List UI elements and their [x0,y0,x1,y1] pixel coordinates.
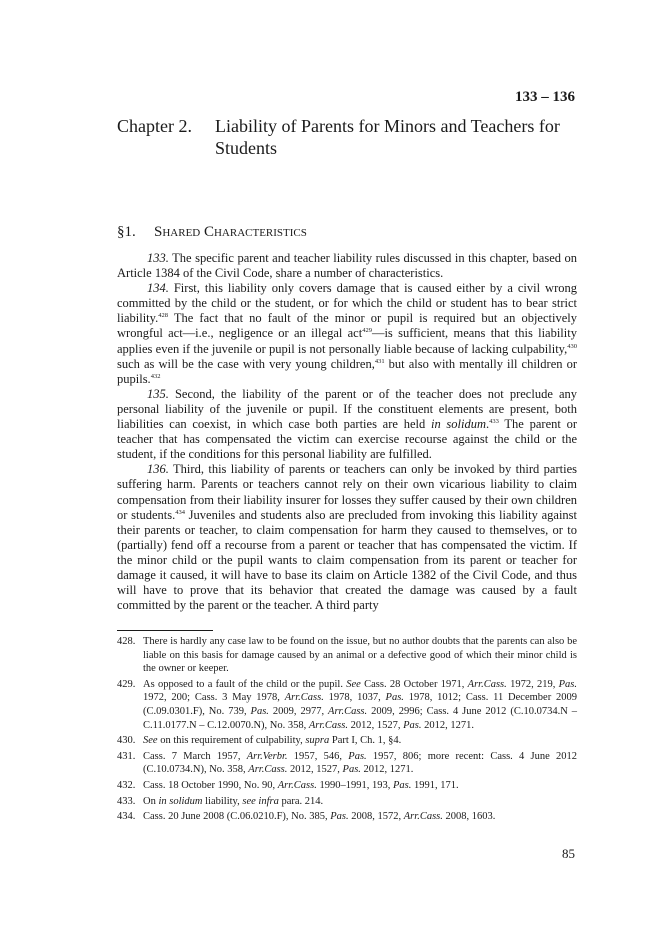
paragraph-133 [117,251,577,281]
footnote-number: 433. [117,795,136,807]
footnote-431 [117,750,577,777]
footnote-ref-433[interactable]: 433 [489,417,499,425]
footnote-ref-434[interactable]: 434 [175,508,185,516]
footnote-428 [117,635,577,676]
footnote-number: 434. [117,811,136,823]
paragraph-text: but also with mentally ill children or pupils. [117,356,577,386]
footnote-text: See on this requirement of culpability, supra Part I, Ch. 1, §4. [143,735,402,747]
footnote-text: Cass. 20 June 2008 (C.06.0210.F), No. 385, Pas. 2008, 1572, Arr.Cass. 2008, 1603. [143,811,496,823]
paragraph-number: 136. [147,462,169,477]
footnote-text: On in solidum liability, see infra para. 214. [143,795,324,807]
paragraph-text: The specific parent and teacher liability rules discussed in this chapter, based on Article 1384 of the Civil Code, share a number of characteristics. [117,251,578,281]
footnote-text: There is hardly any case law to be found on the issue, but no author doubts that the parents can also be liable on this basis for damage caused by an animal or a defective good of which their minor child is the owner or keeper. [143,636,577,675]
footnote-number: 432. [117,779,136,791]
footnote-429 [117,678,577,732]
paragraph-number: 134. [147,281,169,296]
footnote-text: Cass. 7 March 1957, Arr.Verbr. 1957, 546, Pas. 1957, 806; more recent: Cass. 4 June 2012 (C.10.0734.N), No. 358, Arr.Cass. 2012, 1527, Pas. 2012, 1271. [143,750,578,776]
footnote-432 [117,779,577,793]
footnotes [117,635,577,826]
italic-term: in solidum [430,417,487,432]
footnote-ref-428[interactable]: 428 [158,312,168,320]
footnote-separator [117,630,213,631]
paragraph-text: such as will be the case with very young children, [117,356,375,371]
chapter-number: Chapter 2. [117,116,192,136]
paragraph-134 [117,281,577,387]
footnote-number: 429. [117,678,136,690]
footnote-ref-429[interactable]: 429 [362,327,372,335]
footnote-434 [117,810,577,824]
footnote-number: 431. [117,750,136,762]
section-title: Shared Characteristics [154,224,307,240]
running-header-paragraph-range: 133 – 136 [515,89,575,105]
footnote-ref-431[interactable]: 431 [374,357,385,365]
paragraph-text: Third, this liability of parents or teachers can only be invoked by third parties suffering harm. Parents or teachers cannot rely on their own vicarious liability to claim compensation from their liability insurer for losses they suffer caused by their own children or students. [117,462,577,522]
page-number: 85 [562,846,575,861]
paragraph-text: . [486,417,490,432]
section-number: §1. [117,224,136,240]
paragraph-135 [117,387,577,462]
section-heading [117,224,307,241]
paragraph-text: The fact that no fault of the minor or pupil is required but an objectively wrongful act—i.e., negligence or an illegal act [117,311,577,341]
footnote-number: 430. [117,735,136,747]
paragraph-text: Juveniles and students also are precluded from invoking this liability against their parents or teacher, to claim compensation for harm they caused to themselves, or to (partially) fend off a recourse from a parent or teacher that has compensated the victim. If the minor child or the pupil wants to claim compensation from its parent or teacher for damage it caused, it will have to base its claim on Article 1382 of the Civil Code, and thus will have to prove that its behavior that created the damage was caused by a fault committed by the parent or the teacher. A third party [117,507,578,613]
paragraph-text: —is sufficient, means that this liability applies even if the juvenile or pupil is not personally liable because of lacking culpability, [117,326,577,356]
paragraph-text: The parent or teacher that has compensated the victim can exercise recourse against the child or the student, if the conditions for this personal liability are fulfilled. [117,417,577,462]
chapter-heading [117,115,577,159]
footnote-text: As opposed to a fault of the child or the pupil. See Cass. 28 October 1971, Arr.Cass. 1972, 219, Pas. 1972, 200; Cass. 3 May 1978, Arr.Cass. 1978, 1037, Pas. 1978, 1012; Cass. 11 December 2009 (C.09.0301.F), No. 739, Pas. 2009, 2977, Arr.Cass. 2009, 2996; Cass. 4 June 2012 (C.10.0734.N – C.11.0177.N – C.12.0070.N), No. 358, Arr.Cass. 2012, 1527, Pas. 2012, 1271. [143,678,578,731]
paragraph-136 [117,462,577,613]
footnote-ref-432[interactable]: 432 [150,372,161,380]
footnote-text: Cass. 18 October 1990, No. 90, Arr.Cass. 1990–1991, 193, Pas. 1991, 171. [143,779,459,791]
footnote-ref-430[interactable]: 430 [567,342,577,350]
paragraph-text: Second, the liability of the parent or of the teacher does not preclude any personal liability of the juvenile or pupil. If the constituent elements are present, both liabilities can coexist, in which case both parties are held [117,386,577,432]
footnote-number: 428. [117,636,136,647]
body-text [117,251,577,613]
footnote-433 [117,795,577,809]
paragraph-text: First, this liability only covers damage that is caused either by a civil wrong committed by the child or the student, or for which the child or student has to bear strict liability. [117,281,577,326]
paragraph-number: 133. [147,251,169,265]
footnote-430 [117,734,577,748]
paragraph-number: 135. [147,386,169,401]
chapter-title: Liability of Parents for Minors and Teachers for Students [215,116,560,158]
